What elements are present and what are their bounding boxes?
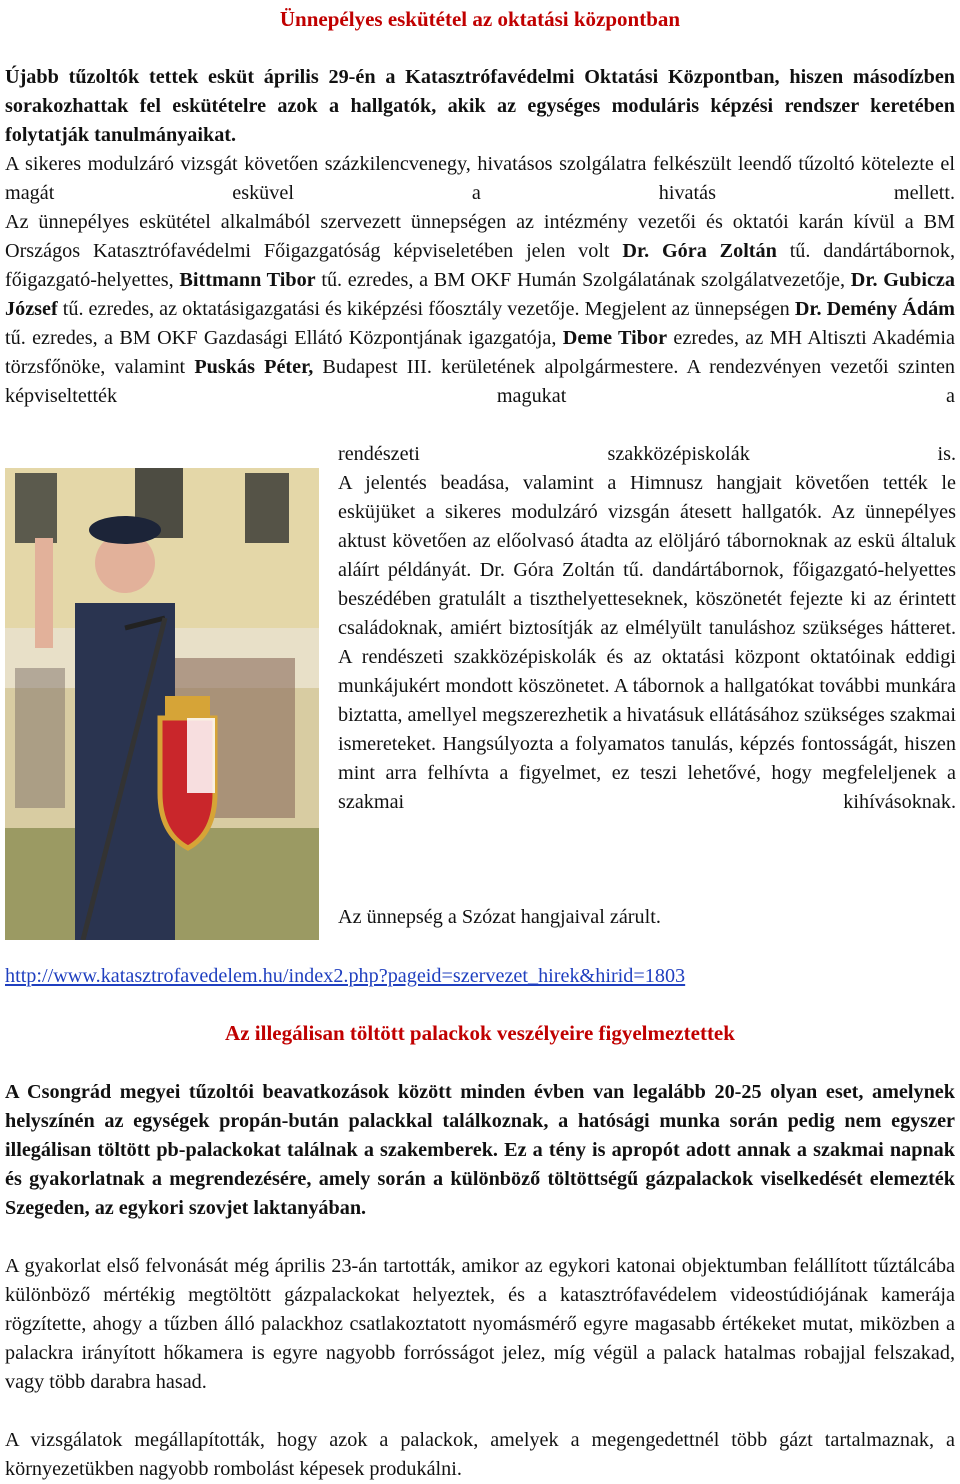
article-title: Ünnepélyes eskütétel az oktatási központban: [279, 7, 681, 31]
paragraph-text: A gyakorlat első felvonását még április 23-án tartották, amikor az egykori katonai objektumban felállított tűztálcába különböző mértékig megtöltött gázpalackokat helyeztek, és a katasztrófavédelem videostúdiójának kamerája rögzítette, ahogy a tűzben álló palackhoz csatlakoztatott nyomásmérő egyre magasabb értékeket mutat, miközben a palackra irányított hőkamera is egyre nagyobb forrósságot jelez, míg végül a palack hatalmas robajjal felszakad, vagy több darabra hasad.: [5, 1255, 955, 1393]
paragraph-text: A jelentés beadása, valamint a Himnusz hangjait követően tették le esküjüket a sikeres modulzáró vizsgán átesett hallgatók. Az ünnepélyes aktust követően az előolvasó átadta az elöljáró tábornoknak az eskü általuk aláírt példányát. Dr. Góra Zoltán tű. dandártábornok, főigazgató-helyettes beszédében gratulált a tiszthelyetteseknek, köszönetét fejezte ki az érintett családoknak, amiért biztosítják az elmélyült tanuláshoz szükséges hátteret. A rendészeti szakközépiskolák és az oktatási központ oktatóinak eddigi munkájukért mondott köszönetet. A tábornok a hallgatókat további munkára biztatta, amellyel megszerezhetik a hivatásuk ellátásához szükséges szakmai ismereteket. Hangsúlyozta a folyamatos tanulás, képzés fontosságát, hiszen mint arra felhívta a figyelmet, ez teszi lehetővé, hogy megfeleljenek a szakmai kihívásoknak.: [338, 472, 956, 813]
person-name: Dr. Góra Zoltán: [622, 240, 777, 262]
paragraph-text: tű. ezredes, a BM OKF Humán Szolgálatának szolgálatvezetője,: [315, 269, 851, 291]
paragraph-text: tű. dandártábornok, főigazgató-helyettes,: [5, 240, 956, 291]
paragraph-text: ezredes, az MH Altiszti Akadémia törzsfőnöke, valamint: [5, 327, 955, 378]
ceremony-photo-image: [5, 468, 319, 940]
float-paragraph-last: [338, 903, 956, 932]
paragraph-text: A vizsgálatok megállapították, hogy azok a palackok, amelyek a megengedettnél több gázt tartalmaznak, a környezetükben nagyobb rombolást képesek produkálni.: [5, 1429, 955, 1480]
float-paragraph-body: [338, 469, 956, 817]
article-paragraph-2: [5, 208, 955, 411]
lead-paragraph: A Csongrád megyei tűzoltói beavatkozások között minden évben van legalább 20-25 olyan eset, amelynek helyszínén az egységek propán-bután palackkal találkoznak, a hatósági munka során pedig nem egyszer illegálisan töltött pb-palackokat találnak a szakemberek. Ez a tény is apropót adott annak a szakmai napnak és gyakorlatnak a megrendezésére, amely során a különböző töltöttségű gázpalackok viselkedését elemezték Szegeden, az egykori szovjet laktanyában.: [5, 1081, 955, 1219]
article2-lead: [5, 1078, 955, 1223]
paragraph-text: tű. ezredes, az oktatásigazgatási és kiképzési főosztály vezetője. Megjelent az ünnepségen: [57, 298, 795, 320]
paragraph-text: tű. ezredes, a BM OKF Gazdasági Ellátó Központjának igazgatója,: [5, 327, 563, 349]
person-name: Deme Tibor: [562, 327, 668, 349]
person-name: Bittmann Tibor: [179, 269, 316, 291]
float-paragraph-first: [338, 440, 956, 469]
article2-paragraph-2: [5, 1426, 955, 1484]
lead-paragraph: Újabb tűzoltók tettek esküt április 29-én a Katasztrófavédelmi Oktatási Központban, hiszen másodízben sorakozhattak fel eskütételre azok a hallgatók, akik az egységes moduláris képzési rendszer keretében folytatják tanulmányaikat.: [5, 66, 955, 146]
person-name: Puskás Péter,: [194, 356, 314, 378]
article-title-2: Az illegálisan töltött palackok veszélyeire figyelmeztettek: [225, 1021, 735, 1045]
paragraph-text: Budapest III. kerületének alpolgármestere. A rendezvényen vezetői szinten képviseltették magukat a: [5, 356, 955, 407]
paragraph-text: rendészeti szakközépiskolák is.: [338, 443, 956, 465]
paragraph-text: A sikeres modulzáró vizsgát követően százkilencvenegy, hivatásos szolgálatra felkészült leendő tűzoltó kötelezte el magát esküvel a hivatás mellett.: [5, 153, 955, 204]
article-lead: [5, 63, 955, 150]
ceremony-photo: [5, 468, 319, 940]
person-name: Dr. Demény Ádám: [794, 298, 955, 320]
person-name: Dr. Gubicza József: [5, 269, 955, 320]
article-paragraph-1: [5, 150, 955, 208]
source-link[interactable]: http://www.katasztrofavedelem.hu/index2.php?pageid=szervezet_hirek&hirid=1803: [5, 965, 686, 987]
paragraph-text: Az ünnepélyes eskütétel alkalmából szervezett ünnepségen az intézmény vezetői és oktatói karán kívül a BM Országos Katasztrófavédelmi Főigazgatóság képviseletében jelen volt: [5, 211, 955, 262]
article2-paragraph-1: [5, 1252, 955, 1397]
paragraph-text: Az ünnepség a Szózat hangjaival zárult.: [338, 906, 661, 928]
